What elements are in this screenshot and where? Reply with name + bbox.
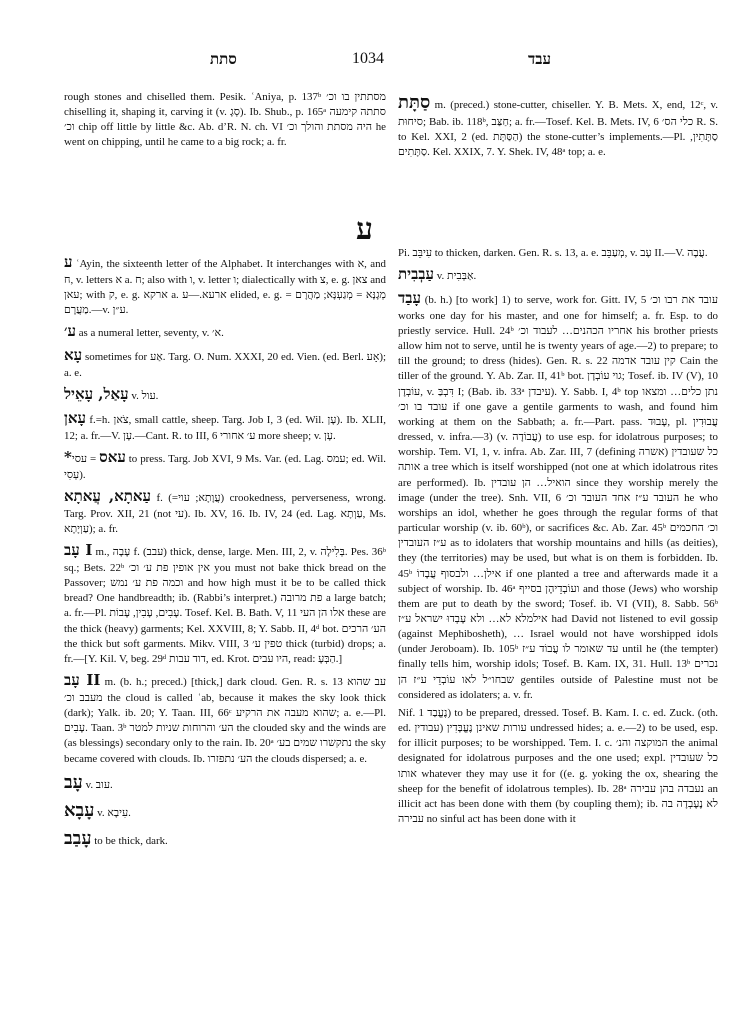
dictionary-entry	[64, 798, 386, 823]
continued-entry-text: rough stones and chiselled them. Pesik. ʿAniya, p. 137ᵇ מסתתין בו וכ׳ chiselling it, shaping it, carving it (v. סְגָ). Ib. Shub., p. 165ᵃ סתתה קימעה וכ׳ chip off little by little &c. Ab. d’R. N. ch. VI היה מסתת והולך וכ׳ he went on chipping, until he came to a big rock; a. fr.	[64, 91, 387, 149]
dictionary-entry	[398, 246, 718, 261]
section-letter: ע	[356, 212, 373, 247]
entry-headword: עָב I	[64, 541, 93, 560]
entry-text: f.=h. צֹאן, small cattle, sheep. Targ. Job I, 3 (ed. Wil. עָן). Ib. XLII, 12; a. fr.—V. עָן.—Cant. R. to III, 6 ע׳ אחורי more sheep; v. עָן.	[64, 414, 386, 442]
top-left-column	[64, 90, 386, 151]
entry-headword: ע׳	[64, 322, 76, 341]
right-column	[398, 246, 718, 1006]
dictionary-entry	[64, 321, 386, 342]
entry-text: to be thick, dark.	[94, 834, 168, 847]
entry-text: = עסי to press. Targ. Job XVI, 9 Ms. Var. (ed. Lag. עמס; ed. Wil. עְסִי).	[64, 453, 386, 481]
entry-text: m. (b. h.; preced.) [thick,] dark cloud. Gen. R. s. 13 עב שהוא מעבב וכ׳ the cloud is called ʿab, because it makes the sky look thick (dark); Yalk. ib. 20; Y. Taan. III, 66ᶜ שהוא מעבה את הרקיע; a. e.—Pl. עָבִים. Taan. 3ᵇ הע׳ והרוחות שניות למטר the clouded sky and the winds are (as blessings) secondary only to the rain. Ib. 20ᵃ נתקשרו שמים בע׳ the sky became covered with clouds. Ib. הע׳ נתפזרו the clouds dispersed; a. e.	[64, 676, 386, 765]
dictionary-entry	[64, 826, 386, 851]
entry-headword: עָבַד	[398, 289, 421, 307]
running-head-left: סתת	[210, 50, 237, 68]
entry-text: Nif. נֶעֱבַד 1) to be prepared, dressed. Tosef. B. Kam. I. c. ed. Zuck. (oth. ed. עבודין) עורות שאינן נֶעֱבָּדִין undressed hides; a. e.—2) to be used, esp. for illicit purposes; to be worshipped. Tem. I. c. המוקצה והנ׳ the animal designated for idolatrous purposes and the one used; expl. כל שעובדין אותו whatever they may use it for ((e. g. yoking the ox, shearing the sheep for the benefit of idolatrous temples). Ib. 28ᵃ נעבדה בהן עבירה an illicit act has been done with them (by coupling them); ib. לא נֶעֶבְדָה בה עבירה no sinful act has been done with it	[398, 706, 718, 825]
left-column	[64, 252, 386, 992]
entry-headword: *עאס	[64, 448, 126, 466]
page-number: 1034	[352, 50, 384, 67]
entry-headword: עָאן	[64, 409, 86, 427]
entry-headword: עָאַל, עָאֵיל	[64, 385, 129, 404]
entry-text: ʿAyin, the sixteenth letter of the Alphabet. It interchanges with א, and ח, v. letters א a. ח; also with ו, v. letter ו; dialectically with צ, e. g. צאן and עאן; with ק, e. g. ארקא a. ארעא.—ע elided, e. g. מְגָנָּא = מְגַעְנָּא; מַהֲרָם = מַעֲרָם.—v. ע״ן.	[64, 258, 386, 317]
entry-text: sometimes for אַע. Targ. O. Num. XXXI, 20 ed. Vien. (ed. Berl. אָע); a. e.	[64, 351, 386, 379]
entry-text: m., עָבָה f. (עבב) thick, dense, large. Men. III, 2, v. בְּלִילָה. Pes. 36ᵇ sq.; Bets. 22ᵇ אין אופין פת ע׳ וכ׳ you must not bake thick bread on the Passover; וכמה פת ע׳ נמש and how high must it be to be called thick bread? One handbreadth; ib. (Rabbi’s interpret.) פת מרובה a large batch; a. fr.—Pl. עָבִים, עָבִין, עָבוֹת. Tosef. Kel. B. Bath. V, 11 אלו הן העי these are the thick (heavy) garments; Kel. XXVIII, 8; Y. Sabb. II, 4ᵈ bot. הע׳ הרכים the thick but soft garments. Mikv. VIII, 3 טפין ע׳ thick (turbid) drops; a. fr.—[Y. Kil. V, beg. 29ᵈ דוד עבות, ed. Krot. היו עבים, read: הַבְּעָ.]	[64, 546, 386, 665]
entry-text: as a numeral letter, seventy, v. א׳.	[78, 327, 224, 340]
entry-headword: עַבְבִית	[398, 265, 435, 284]
dictionary-entry	[64, 447, 386, 483]
dictionary-entry	[64, 770, 386, 795]
dictionary-entry	[64, 252, 386, 318]
dictionary-entry	[64, 540, 386, 667]
entry-headword: עָא	[64, 346, 83, 365]
entry-text: f. (=עֲוָתָא; עוי) crookedness, perverseness, wrong. Targ. Prov. XII, 21 (not עי). Ib. XV, 16. Ib. IV, 24 (ed. Lag. עַוְתָא, Ms. עַוְיָתָא); a. fr.	[64, 492, 386, 535]
dictionary-entry	[64, 486, 386, 537]
entry-headword: עָבַב	[64, 827, 92, 849]
entry-text: v. עול.	[131, 390, 159, 403]
entry-headword: סַתָּת	[398, 92, 431, 113]
dictionary-entry	[64, 408, 386, 444]
dictionary-entry	[64, 670, 386, 767]
entry-text: v. אַבְּבִית.	[436, 270, 477, 283]
entry-satat	[398, 90, 718, 160]
entry-text: (b. h.) [to work] 1) to serve, work for. Gitt. IV, 5 עובד את רבו וכ׳ works one day for his master, and one for himself; a. fr. Esp. to do priestly service. Hull. 24ᵇ אחריו הכהנים… לעבוד וכ׳ his brother priests allow him not to serve, until he is twenty years of age.—2) to prepare; to till the ground; to dress (hides). Gen. R. s. 22 קין עובד אדמה Cain the tiller of the ground. Y. Ab. Zar. II, 41ᵇ bot. גוי עוֹבְדָן; Tosef. ib. IV (V), 10 עוֹבְדָן, v. דִּבְבַּ I; (Bab. ib. 33ᵃ עיבדן). Y. Sabb. I, 4ᵇ top נתן כלים… ומצאו עובד בו וכ׳ if one gave a gentile garments to wash, and found him working at them on the Sabbath; a. fr.—Part. pass. עָבוּד, pl. עֲבוּדִין dressed, v. infra.—3) (v. עֲבוֹדָה) to use esp. for idolatrous purposes; to worship. Tem. VI, 1, v. infra. Ab. Zar. III, 7 (defining אשרה) כל שעובדין אותה a tree which is itself worshipped (not one at which idolatrous rites are performed). Ib. הואיל… הן עובדין since they worship merely the image (under the tree). Snh. VII, 6 העובד ע״ז אחד העובד וכ׳ he who worships an idol, whether he goes through the regular forms of that particular worship (v. ib. 60ᵇ), or sacrifices &c. Ab. Zar. 45ᵇ וכ׳ החכמים ע״ז העובדין as to idolaters that worship mountains and hills (as deities), they (the territories) may be used, but what is on them is forbidden. Ib. 45ᵇ אילן… ולבסוף עֲבָדוֹ if one planted a tree and afterwards made it a subject of worship. Ib. 46ᵃ ועוֹבְדֵיהֶן בסייף and those (Jews) who worship them are put to death by the sword; Tosef. ib. VI (VII), 8. Sabb. 56ᵇ אילמלא לא… ולא עָבְדוּ ישראל ע״ז had David not listened to evil gossip (against Mephibosheth), … Israel would not have worshipped idols (under Jeroboam). Ib. 105ᵇ עד שאומר לו עֲבוֹד ע״ז until he (the tempter) finally tells him, worship idols; Tosef. B. Kam. IX, 31. Hull. 13ᵇ נכרים שבחו״ל לאו עוֹבְדֵי ע״ז הן gentiles outside of Palestine must not be considered as idolaters; a. v. fr.	[398, 294, 718, 701]
entry-text: m. (preced.) stone-cutter, chiseller. Y. B. Mets. X, end, 12ᶜ, v. סיחוּת; Bab. ib. 118ᵇ, חַצַּב; a. fr.—Tosef. Kel. B. Mets. IV, 6 כלי הס׳ R. S. to Kel. XXI, 2 (ed. הַסַּתָּת) the stone-cutter’s implements.—Pl. סַתָּתִין, סַתָּתִים. Kel. XXIX, 7. Y. Shek. IV, 48ᵃ top; a. e.	[398, 99, 718, 159]
page-header	[0, 50, 750, 74]
dictionary-entry	[64, 345, 386, 381]
entry-headword: עָבָא	[64, 799, 95, 821]
dictionary-entry	[64, 384, 386, 405]
top-right-column	[398, 90, 718, 160]
entry-headword: עַאתָא, עֲאתָא	[64, 487, 151, 505]
entry-text: v. עוב.	[85, 778, 113, 791]
dictionary-entry	[398, 706, 718, 827]
dictionary-entry	[398, 264, 718, 285]
dictionary-entry	[398, 288, 718, 703]
entry-text: Pi. עִיבֵּב to thicken, darken. Gen. R. s. 13, a. e. מְעַבֵּב, v. עָב II.—V. עֲבָה.	[398, 247, 708, 259]
entry-headword: עָב	[64, 771, 83, 793]
entry-text: v. עִיבָא.	[97, 806, 131, 819]
entry-headword: עָב II	[64, 671, 101, 690]
running-head-right: עבד	[528, 50, 551, 68]
entry-headword: ע	[64, 253, 73, 271]
